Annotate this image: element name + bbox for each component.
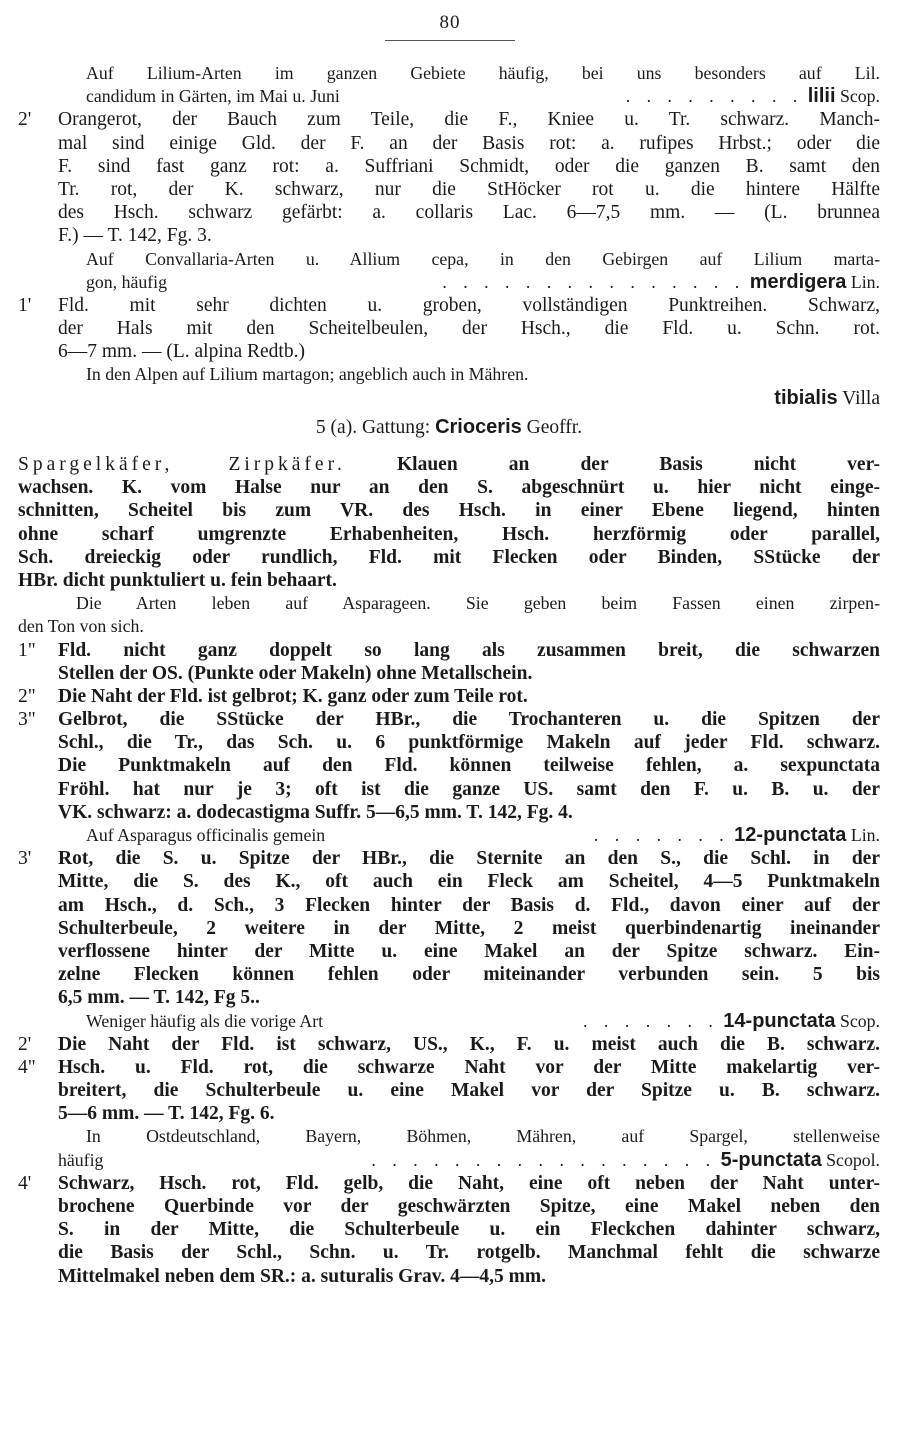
genus-heading [18, 416, 880, 439]
text-line: gon, häufig [86, 271, 167, 292]
leader-dots: . . . . . . . . . . . . . . . [442, 271, 746, 292]
leader-dots: . . . . . . . . . [625, 86, 804, 107]
species-entry-line [18, 824, 880, 847]
key-line [18, 108, 880, 131]
text-line: Schulterbeule, 2 weitere in der Mitte, 2 meist querbindenartig ineinander [58, 917, 880, 939]
text-line: Schl., die Tr., das Sch. u. 6 punktförmige Makeln auf jeder Fld. schwarz. [58, 732, 880, 754]
species-entry-line [18, 1010, 880, 1033]
text-line: HBr. dicht punktuliert u. fein behaart. [18, 569, 337, 591]
text-line: Orangerot, der Bauch zum Teile, die F., Kniee u. Tr. schwarz. Manch- [58, 109, 880, 131]
text-line: Klauen an der Basis nicht ver- [396, 454, 880, 475]
species-entry-line [18, 271, 880, 294]
key-line [18, 685, 880, 708]
text-line: häufig [58, 1149, 104, 1170]
text-line: des Hsch. schwarz gefärbt: a. collaris Lac. 6—7,5 mm. — (L. brunnea [58, 202, 880, 224]
text-line: Fröhl. hat nur je 3; oft ist die ganze US. samt den F. u. B. u. der [58, 778, 880, 800]
key-number: 4' [18, 1172, 32, 1194]
text-line: Stellen der OS. (Punkte oder Makeln) ohne Metallschein. [58, 662, 533, 684]
text-line: Fld. mit sehr dichten u. groben, vollständigen Punktreihen. Schwarz, [58, 294, 880, 316]
text-line: Die Naht der Fld. ist schwarz, US., K., F. u. meist auch die B. schwarz. [58, 1033, 880, 1055]
leader-dots: . . . . . . . [593, 825, 730, 845]
text-line: 6—7 mm. — (L. alpina Redtb.) [58, 341, 305, 363]
key-line [18, 639, 880, 662]
text-line: brochene Querbinde vor der geschwärzten Spitze, eine Makel neben den [58, 1196, 880, 1217]
species-name: 12-punctata [734, 824, 847, 846]
common-names: Spargelkäfer, Zirpkäfer. [18, 454, 346, 475]
species-name-tail [577, 1010, 880, 1033]
key-line [18, 294, 880, 317]
genus-prefix: 5 (a). Gattung: [315, 416, 431, 438]
text-line: Auf Lilium-Arten im ganzen Gebiete häufig, bei uns besonders auf Lil. [86, 63, 880, 83]
key-number: 2' [18, 1033, 32, 1055]
text-line: Schwarz, Hsch. rot, Fld. gelb, die Naht, eine oft neben der Naht unter- [58, 1172, 880, 1194]
text-line: Die Naht der Fld. ist gelbrot; K. ganz oder zum Teile rot. [58, 685, 528, 707]
text-line: candidum in Gärten, im Mai u. Juni [86, 86, 340, 107]
genus-name: Crioceris [435, 415, 522, 438]
key-number: 2" [18, 685, 36, 707]
species-author: Scop. [839, 86, 880, 107]
text-line: Die Arten leben auf Asparageen. Sie geben beim Fassen einen zirpen- [76, 593, 880, 614]
species-author: Lin. [850, 825, 880, 845]
text-line: Gelbrot, die SStücke der HBr., die Trochanteren u. die Spitzen der [58, 709, 880, 731]
key-line [18, 1172, 880, 1195]
key-number: 4" [18, 1056, 36, 1078]
species-name: tibialis [774, 386, 838, 409]
leader-dots: . . . . . . . [583, 1010, 719, 1031]
genus-description-line [18, 453, 880, 476]
text-line: am Hsch., d. Sch., 3 Flecken hinter der Basis d. Fld., davon einer auf der [58, 894, 880, 916]
species-author: Villa [842, 387, 880, 409]
species-name: lilii [807, 85, 836, 108]
header-rule [385, 40, 515, 41]
species-author: Scopol. [826, 1149, 880, 1170]
text-line: Mittelmakel neben dem SR.: a. suturalis Grav. 4—4,5 mm. [58, 1265, 547, 1287]
species-author: Scop. [839, 1010, 880, 1031]
species-name: 5-punctata [720, 1148, 822, 1171]
key-number: 3' [18, 848, 32, 870]
key-line [18, 847, 880, 870]
text-line: der Hals mit den Scheitelbeulen, der Hsch., die Fld. u. Schn. rot. [58, 318, 880, 340]
species-name: merdigera [749, 270, 847, 293]
page-body [18, 62, 880, 1288]
genus-author: Geoffr. [526, 416, 583, 438]
species-name-tail [365, 1149, 880, 1172]
text-line: ohne scharf umgrenzte Erhabenheiten, Hsch. herzförmig oder parallel, [18, 523, 880, 545]
text-line: S. in der Mitte, die Schulterbeule u. ein Fleckchen dahinter schwarz, [58, 1219, 880, 1241]
text-line: Mitte, die S. des K., oft auch ein Fleck am Scheitel, 4—5 Punktmakeln [58, 871, 880, 893]
key-line [18, 1056, 880, 1079]
key-number: 1" [18, 639, 36, 661]
key-line [18, 708, 880, 731]
text-line: Fld. nicht ganz doppelt so lang als zusammen breit, die schwarzen [58, 639, 880, 661]
text-line: Tr. rot, der K. schwarz, nur die StHöcker rot u. die hintere Hälfte [58, 178, 880, 200]
text-line: zelne Flecken können fehlen oder miteinander verbunden sein. 5 bis [58, 964, 880, 986]
species-entry-line [18, 1149, 880, 1172]
species-entry-line [18, 85, 880, 108]
text-line: In den Alpen auf Lilium martagon; angeblich auch in Mähren. [86, 364, 529, 385]
text-line: die Basis der Schl., Schn. u. Tr. rotgelb. Manchmal fehlt die schwarze [58, 1242, 880, 1264]
key-line [18, 1033, 880, 1056]
text-line: mal sind einige Gld. der F. an der Basis rot: a. rufipes Hrbst.; oder die [58, 132, 880, 154]
species-name-tail [588, 824, 880, 847]
text-line: schnitten, Scheitel bis zum VR. des Hsch. in einer Ebene liegend, hinten [18, 500, 880, 522]
text-line: Auf Convallaria-Arten u. Allium cepa, in den Gebirgen auf Lilium marta- [86, 248, 880, 269]
key-number: 2' [18, 109, 32, 131]
species-name: 14-punctata [723, 1009, 836, 1032]
text-line: wachsen. K. vom Halse nur an den S. abgeschnürt u. hier nicht einge- [18, 477, 880, 499]
key-number: 3" [18, 709, 36, 731]
text-line: Hsch. u. Fld. rot, die schwarze Naht vor der Mitte makelartig ver- [58, 1056, 880, 1078]
text-line: verflossene hinter der Mitte u. eine Makel an der Spitze schwarz. Ein- [58, 940, 880, 962]
text-line: breitert, die Schulterbeule u. eine Makel vor der Spitze u. B. schwarz. [58, 1080, 880, 1102]
text-line: VK. schwarz: a. dodecastigma Suffr. 5—6,5 mm. T. 142, Fg. 4. [58, 801, 573, 823]
page-number: 80 [439, 12, 461, 33]
species-name-tail [620, 85, 880, 108]
text-line: den Ton von sich. [18, 616, 144, 637]
text-line: F. sind fast ganz rot: a. Suffriani Schmidt, oder die ganzen B. samt den [58, 155, 880, 177]
text-line: Die Punktmakeln auf den Fld. können teilweise fehlen, a. sexpunctata [58, 755, 880, 777]
text-line: Sch. dreieckig oder rundlich, Fld. mit Flecken oder Binden, SStücke der [18, 546, 880, 568]
species-name-tail [436, 271, 880, 294]
species-entry-line [18, 387, 880, 410]
text-line: 6,5 mm. — T. 142, Fg 5.. [58, 987, 260, 1009]
text-line: Rot, die S. u. Spitze der HBr., die Sternite an den S., die Schl. in der [58, 848, 880, 870]
text-line: Auf Asparagus officinalis gemein [86, 825, 326, 845]
key-number: 1' [18, 294, 32, 316]
text-line: F.) — T. 142, Fg. 3. [58, 225, 212, 247]
text-line: In Ostdeutschland, Bayern, Böhmen, Mähren, auf Spargel, stellenweise [86, 1126, 880, 1147]
text-line: Weniger häufig als die vorige Art [86, 1010, 324, 1031]
text-line: 5—6 mm. — T. 142, Fg. 6. [58, 1103, 275, 1125]
leader-dots: . . . . . . . . . . . . . . . . . [371, 1149, 717, 1170]
species-author: Lin. [850, 271, 880, 292]
